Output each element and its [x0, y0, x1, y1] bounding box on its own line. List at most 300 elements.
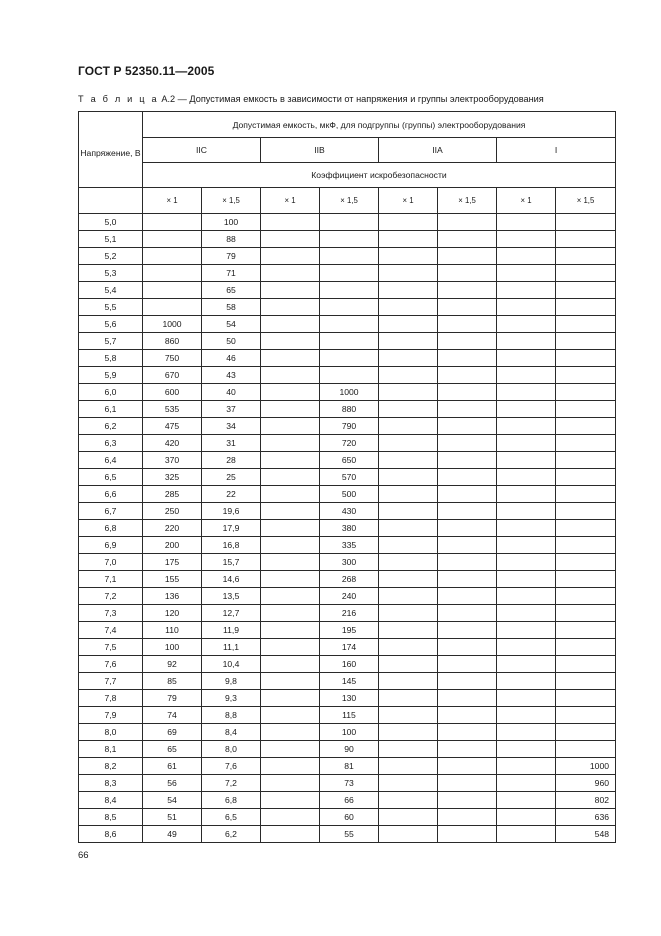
table-body: [79, 214, 616, 843]
capacitance-cell: [379, 469, 438, 486]
table-row: [79, 452, 616, 469]
capacitance-cell: [438, 724, 497, 741]
capacitance-cell: [379, 588, 438, 605]
capacitance-cell: 92: [143, 656, 202, 673]
capacitance-cell: [438, 588, 497, 605]
capacitance-cell: [261, 248, 320, 265]
capacitance-cell: 160: [320, 656, 379, 673]
capacitance-cell: [320, 231, 379, 248]
capacitance-cell: 14,6: [202, 571, 261, 588]
capacitance-cell: [438, 248, 497, 265]
capacitance-cell: [143, 265, 202, 282]
table-row: [79, 486, 616, 503]
capacitance-cell: [556, 639, 616, 656]
capacitance-cell: [497, 435, 556, 452]
table-row: [79, 265, 616, 282]
factor-header: × 1,5: [556, 188, 616, 214]
factor-header: × 1,5: [438, 188, 497, 214]
capacitance-cell: 60: [320, 809, 379, 826]
capacitance-cell: [261, 656, 320, 673]
capacitance-cell: 136: [143, 588, 202, 605]
table-row: [79, 622, 616, 639]
capacitance-cell: 37: [202, 401, 261, 418]
table-row: [79, 367, 616, 384]
capacitance-cell: 16,8: [202, 537, 261, 554]
voltage-cell: 7,0: [79, 554, 143, 571]
table-row: [79, 418, 616, 435]
capacitance-cell: [320, 350, 379, 367]
table-row: [79, 537, 616, 554]
voltage-cell: 5,7: [79, 333, 143, 350]
capacitance-cell: [379, 452, 438, 469]
table-row: [79, 775, 616, 792]
capacitance-cell: 110: [143, 622, 202, 639]
capacitance-cell: [556, 231, 616, 248]
capacitance-cell: [497, 350, 556, 367]
table-row: [79, 792, 616, 809]
capacitance-table: [78, 111, 616, 843]
capacitance-cell: 335: [320, 537, 379, 554]
voltage-cell: 5,4: [79, 282, 143, 299]
capacitance-cell: 58: [202, 299, 261, 316]
capacitance-cell: [438, 809, 497, 826]
table-row: [79, 469, 616, 486]
capacitance-cell: [261, 622, 320, 639]
voltage-cell: 6,9: [79, 537, 143, 554]
capacitance-cell: [438, 605, 497, 622]
capacitance-cell: [497, 826, 556, 843]
capacitance-cell: 8,0: [202, 741, 261, 758]
capacitance-cell: [261, 316, 320, 333]
capacitance-cell: [379, 826, 438, 843]
capacitance-cell: [556, 282, 616, 299]
capacitance-cell: [379, 622, 438, 639]
capacitance-cell: [438, 486, 497, 503]
voltage-cell: 6,1: [79, 401, 143, 418]
capacitance-cell: [438, 673, 497, 690]
table-row: [79, 826, 616, 843]
capacitance-cell: [261, 537, 320, 554]
capacitance-cell: [261, 554, 320, 571]
capacitance-cell: [497, 384, 556, 401]
group-header-iib: IIB: [261, 138, 379, 163]
capacitance-cell: 54: [143, 792, 202, 809]
table-row: [79, 299, 616, 316]
capacitance-cell: 475: [143, 418, 202, 435]
voltage-cell: 7,7: [79, 673, 143, 690]
voltage-cell: 8,0: [79, 724, 143, 741]
capacitance-cell: 100: [202, 214, 261, 231]
capacitance-cell: [497, 673, 556, 690]
capacitance-cell: 325: [143, 469, 202, 486]
capacitance-cell: [379, 503, 438, 520]
capacitance-cell: 61: [143, 758, 202, 775]
voltage-cell: 6,5: [79, 469, 143, 486]
capacitance-cell: [379, 231, 438, 248]
capacitance-cell: 960: [556, 775, 616, 792]
capacitance-cell: 85: [143, 673, 202, 690]
capacitance-cell: [261, 350, 320, 367]
capacitance-cell: 31: [202, 435, 261, 452]
capacitance-cell: 195: [320, 622, 379, 639]
capacitance-cell: [261, 826, 320, 843]
capacitance-cell: 802: [556, 792, 616, 809]
capacitance-cell: 13,5: [202, 588, 261, 605]
capacitance-cell: [497, 775, 556, 792]
capacitance-cell: 115: [320, 707, 379, 724]
capacitance-cell: [261, 469, 320, 486]
capacitance-cell: [379, 248, 438, 265]
table-row: [79, 214, 616, 231]
capacitance-cell: [261, 588, 320, 605]
capacitance-cell: 250: [143, 503, 202, 520]
capacitance-cell: [438, 775, 497, 792]
capacitance-cell: [556, 214, 616, 231]
capacitance-cell: 268: [320, 571, 379, 588]
page-number: 66: [78, 850, 89, 861]
capacitance-cell: [556, 265, 616, 282]
capacitance-cell: 300: [320, 554, 379, 571]
capacitance-cell: [261, 673, 320, 690]
capacitance-cell: [556, 741, 616, 758]
capacitance-cell: [497, 418, 556, 435]
capacitance-cell: 73: [320, 775, 379, 792]
caption-prefix: Т а б л и ц а: [78, 94, 159, 104]
capacitance-cell: [438, 384, 497, 401]
capacitance-cell: [261, 809, 320, 826]
voltage-cell: 8,4: [79, 792, 143, 809]
capacitance-cell: 74: [143, 707, 202, 724]
capacitance-cell: 8,8: [202, 707, 261, 724]
capacitance-cell: [438, 741, 497, 758]
capacitance-cell: 130: [320, 690, 379, 707]
capacitance-cell: [261, 724, 320, 741]
capacitance-cell: [556, 350, 616, 367]
capacitance-cell: [379, 741, 438, 758]
capacitance-cell: [497, 231, 556, 248]
capacitance-cell: 7,6: [202, 758, 261, 775]
capacitance-cell: [143, 231, 202, 248]
capacitance-cell: [556, 605, 616, 622]
capacitance-cell: [438, 367, 497, 384]
capacitance-cell: 11,1: [202, 639, 261, 656]
voltage-cell: 5,9: [79, 367, 143, 384]
capacitance-cell: [556, 316, 616, 333]
capacitance-cell: [379, 282, 438, 299]
table-row: [79, 520, 616, 537]
capacitance-cell: 40: [202, 384, 261, 401]
capacitance-cell: [438, 826, 497, 843]
voltage-cell: 5,8: [79, 350, 143, 367]
capacitance-cell: 155: [143, 571, 202, 588]
capacitance-cell: 100: [320, 724, 379, 741]
capacitance-cell: [320, 214, 379, 231]
capacitance-cell: 9,3: [202, 690, 261, 707]
capacitance-cell: [438, 690, 497, 707]
capacitance-cell: [497, 299, 556, 316]
capacitance-cell: [379, 537, 438, 554]
table-row: [79, 707, 616, 724]
capacitance-cell: 34: [202, 418, 261, 435]
capacitance-cell: [438, 554, 497, 571]
voltage-cell: 7,5: [79, 639, 143, 656]
capacitance-cell: 120: [143, 605, 202, 622]
capacitance-cell: [261, 792, 320, 809]
capacitance-cell: 71: [202, 265, 261, 282]
capacitance-cell: [261, 605, 320, 622]
table-row: [79, 605, 616, 622]
capacitance-cell: [379, 418, 438, 435]
capacitance-cell: [438, 333, 497, 350]
capacitance-cell: [261, 503, 320, 520]
capacitance-cell: [261, 758, 320, 775]
capacitance-cell: [556, 707, 616, 724]
voltage-cell: 6,8: [79, 520, 143, 537]
capacitance-cell: 548: [556, 826, 616, 843]
capacitance-cell: [143, 299, 202, 316]
capacitance-cell: [379, 571, 438, 588]
capacitance-cell: 56: [143, 775, 202, 792]
capacitance-cell: 9,8: [202, 673, 261, 690]
capacitance-cell: [143, 282, 202, 299]
capacitance-cell: [438, 435, 497, 452]
capacitance-cell: [497, 537, 556, 554]
capacitance-cell: 720: [320, 435, 379, 452]
capacitance-cell: [438, 401, 497, 418]
capacitance-cell: 750: [143, 350, 202, 367]
capacitance-cell: [261, 299, 320, 316]
capacitance-cell: 285: [143, 486, 202, 503]
capacitance-cell: [379, 673, 438, 690]
capacitance-cell: 880: [320, 401, 379, 418]
capacitance-cell: 88: [202, 231, 261, 248]
capacitance-cell: [497, 741, 556, 758]
capacitance-cell: [261, 214, 320, 231]
voltage-cell: 5,1: [79, 231, 143, 248]
capacitance-cell: [556, 537, 616, 554]
capacitance-cell: [497, 469, 556, 486]
capacitance-cell: [438, 299, 497, 316]
voltage-cell: 8,2: [79, 758, 143, 775]
capacitance-cell: [438, 265, 497, 282]
capacitance-cell: [556, 503, 616, 520]
capacitance-cell: [556, 367, 616, 384]
capacitance-cell: [497, 486, 556, 503]
capacitance-cell: [497, 554, 556, 571]
capacitance-cell: 650: [320, 452, 379, 469]
capacitance-cell: [556, 588, 616, 605]
voltage-cell: 5,0: [79, 214, 143, 231]
table-row: [79, 350, 616, 367]
voltage-cell: 6,7: [79, 503, 143, 520]
capacitance-cell: [556, 724, 616, 741]
capacitance-cell: [497, 792, 556, 809]
capacitance-cell: 11,9: [202, 622, 261, 639]
capacitance-cell: [556, 299, 616, 316]
capacitance-cell: 1000: [320, 384, 379, 401]
capacitance-cell: [438, 469, 497, 486]
capacitance-cell: [497, 605, 556, 622]
voltage-cell: 6,3: [79, 435, 143, 452]
capacitance-cell: 65: [202, 282, 261, 299]
safety-factor-header: Коэффициент искробезопасности: [143, 163, 616, 188]
capacitance-cell: [497, 571, 556, 588]
table-row: [79, 724, 616, 741]
capacitance-cell: 860: [143, 333, 202, 350]
capacitance-cell: [379, 316, 438, 333]
capacitance-cell: [438, 639, 497, 656]
capacitance-cell: [438, 452, 497, 469]
table-row: [79, 690, 616, 707]
capacitance-cell: 8,4: [202, 724, 261, 741]
capacitance-cell: [556, 418, 616, 435]
voltage-cell: 6,2: [79, 418, 143, 435]
capacitance-cell: 216: [320, 605, 379, 622]
capacitance-cell: [261, 707, 320, 724]
capacitance-cell: [497, 265, 556, 282]
capacitance-cell: [497, 401, 556, 418]
capacitance-cell: 670: [143, 367, 202, 384]
voltage-cell: 8,1: [79, 741, 143, 758]
caption-text: А.2 — Допустимая емкость в зависимости от напряжения и группы электрооборудования: [158, 94, 544, 104]
capacitance-cell: [497, 214, 556, 231]
table-row: [79, 401, 616, 418]
factor-header: × 1,5: [320, 188, 379, 214]
capacitance-cell: 22: [202, 486, 261, 503]
capacitance-cell: [261, 231, 320, 248]
capacitance-cell: 600: [143, 384, 202, 401]
capacitance-cell: [438, 231, 497, 248]
capacitance-cell: [379, 384, 438, 401]
voltage-cell: 6,4: [79, 452, 143, 469]
capacitance-cell: [556, 452, 616, 469]
capacitance-cell: 81: [320, 758, 379, 775]
capacitance-cell: 570: [320, 469, 379, 486]
capacitance-cell: [497, 282, 556, 299]
table-row: [79, 571, 616, 588]
capacitance-cell: 1000: [143, 316, 202, 333]
capacitance-cell: [438, 350, 497, 367]
capacitance-cell: [320, 265, 379, 282]
capacitance-cell: [438, 503, 497, 520]
capacitance-cell: [379, 265, 438, 282]
capacitance-cell: 7,2: [202, 775, 261, 792]
capacitance-cell: 43: [202, 367, 261, 384]
factor-header: × 1,5: [202, 188, 261, 214]
capacitance-cell: [438, 656, 497, 673]
capacitance-cell: 535: [143, 401, 202, 418]
voltage-cell: 7,2: [79, 588, 143, 605]
capacitance-cell: [261, 401, 320, 418]
capacitance-cell: [556, 622, 616, 639]
voltage-cell: 5,6: [79, 316, 143, 333]
voltage-cell: 7,8: [79, 690, 143, 707]
capacitance-cell: [379, 435, 438, 452]
table-row: [79, 639, 616, 656]
capacitance-cell: [379, 350, 438, 367]
capacitance-cell: [261, 639, 320, 656]
capacitance-header: Допустимая емкость, мкФ, для подгруппы (группы) электрооборудования: [143, 112, 616, 138]
capacitance-cell: [261, 384, 320, 401]
capacitance-cell: [497, 758, 556, 775]
capacitance-cell: [261, 282, 320, 299]
capacitance-cell: 49: [143, 826, 202, 843]
table-row: [79, 809, 616, 826]
table-row: [79, 435, 616, 452]
table-row: [79, 741, 616, 758]
capacitance-cell: 12,7: [202, 605, 261, 622]
capacitance-cell: [438, 418, 497, 435]
table-row: [79, 503, 616, 520]
capacitance-cell: [497, 707, 556, 724]
voltage-cell: 6,0: [79, 384, 143, 401]
capacitance-cell: [379, 605, 438, 622]
capacitance-cell: [261, 571, 320, 588]
voltage-cell: 7,9: [79, 707, 143, 724]
capacitance-cell: 79: [143, 690, 202, 707]
capacitance-cell: [143, 214, 202, 231]
capacitance-cell: [379, 724, 438, 741]
table-row: [79, 282, 616, 299]
capacitance-cell: [379, 758, 438, 775]
capacitance-cell: [497, 724, 556, 741]
table-caption: [78, 94, 618, 104]
capacitance-cell: [556, 333, 616, 350]
capacitance-cell: [379, 775, 438, 792]
capacitance-cell: [438, 316, 497, 333]
capacitance-cell: [556, 435, 616, 452]
voltage-cell: 7,4: [79, 622, 143, 639]
capacitance-cell: [497, 690, 556, 707]
capacitance-cell: [556, 554, 616, 571]
capacitance-cell: [320, 367, 379, 384]
factor-header: × 1: [143, 188, 202, 214]
capacitance-cell: 6,2: [202, 826, 261, 843]
group-header-iia: IIA: [379, 138, 497, 163]
capacitance-cell: [379, 299, 438, 316]
capacitance-cell: 17,9: [202, 520, 261, 537]
capacitance-cell: 175: [143, 554, 202, 571]
capacitance-cell: [438, 792, 497, 809]
table-row: [79, 316, 616, 333]
capacitance-cell: [379, 656, 438, 673]
capacitance-cell: 79: [202, 248, 261, 265]
voltage-cell: 6,6: [79, 486, 143, 503]
table-row: [79, 758, 616, 775]
capacitance-cell: [320, 299, 379, 316]
capacitance-cell: [261, 520, 320, 537]
voltage-cell: 7,1: [79, 571, 143, 588]
capacitance-cell: 6,8: [202, 792, 261, 809]
capacitance-cell: [556, 248, 616, 265]
capacitance-cell: 240: [320, 588, 379, 605]
capacitance-cell: 636: [556, 809, 616, 826]
capacitance-cell: [261, 418, 320, 435]
capacitance-cell: [497, 520, 556, 537]
capacitance-cell: [556, 656, 616, 673]
capacitance-cell: [497, 503, 556, 520]
factor-header: × 1: [497, 188, 556, 214]
capacitance-cell: 15,7: [202, 554, 261, 571]
capacitance-cell: [497, 656, 556, 673]
table-row: [79, 231, 616, 248]
capacitance-cell: [379, 690, 438, 707]
capacitance-cell: [497, 333, 556, 350]
capacitance-cell: [438, 537, 497, 554]
capacitance-cell: [379, 401, 438, 418]
table-row: [79, 554, 616, 571]
capacitance-cell: 54: [202, 316, 261, 333]
